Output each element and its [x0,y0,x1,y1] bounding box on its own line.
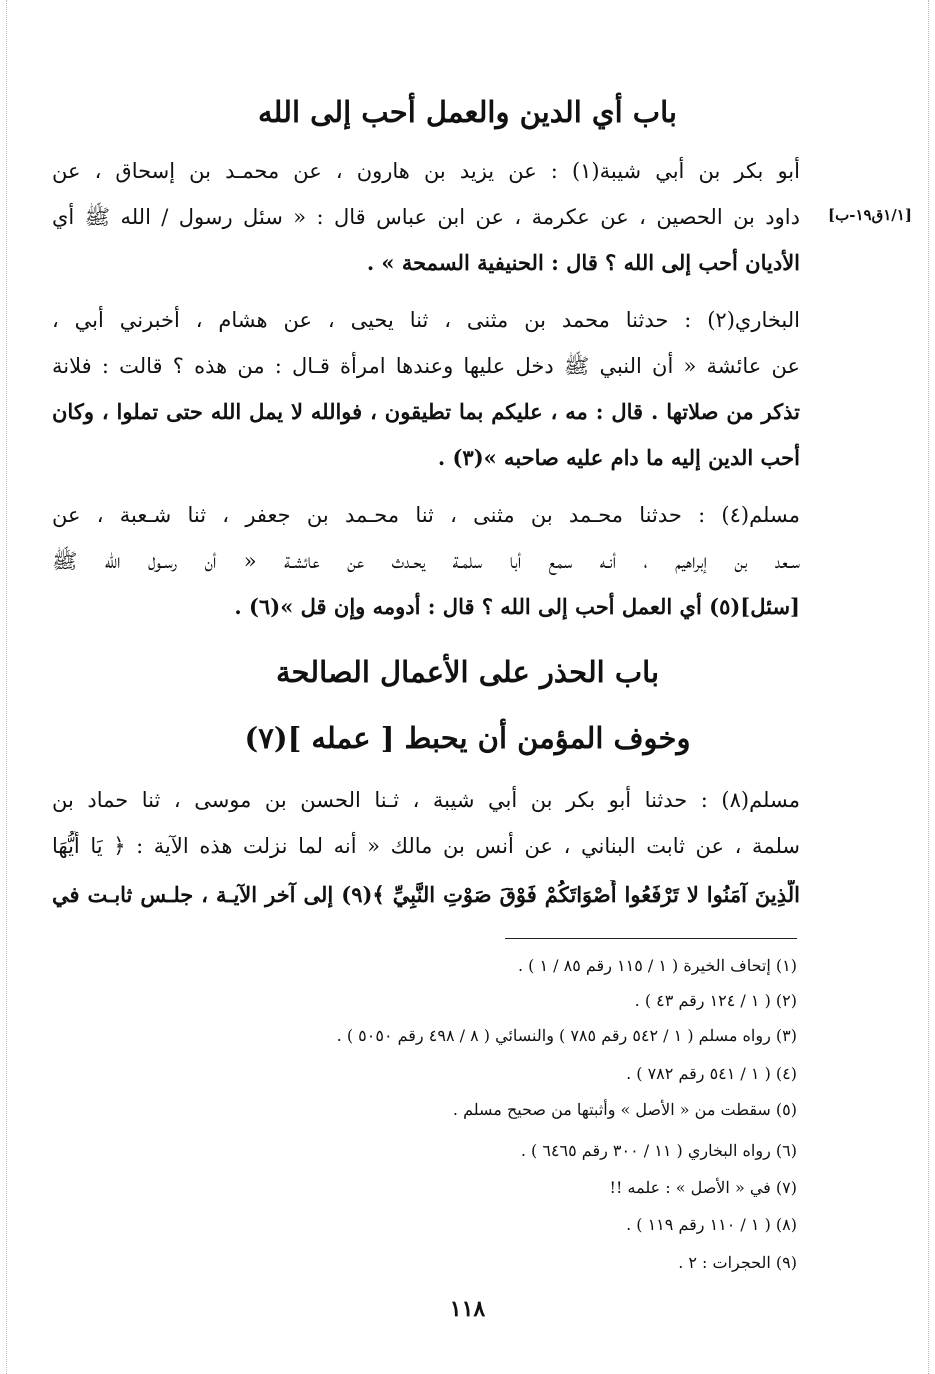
footnote-5: (٥) سقطت من « الأصل » وأثبتها من صحيح مسلم . [452,1100,797,1119]
para4-line1: مسلم(٨) : حدثنا أبو بكر بن أبي شيبة ، ثـنا الحسن بن موسى ، ثنا حماد بن [52,788,800,812]
footnote-7: (٧) في « الأصل » : علمه !! [609,1178,797,1197]
para3-line2: سـعد بن إبراهيم ، أنـه سمع أبا سلمـة يحـدث عن عائشـة « أن رسـول الله ﷺ [52,549,800,573]
para1-line3: الأديان أحب إلى الله ؟ قال : الحنيفية السمحة » . [366,250,800,275]
footnote-2: (٢) ( ١ / ١٢٤ رقم ٤٣ ) . [634,991,797,1010]
footnote-3: (٣) رواه مسلم ( ١ / ٥٤٢ رقم ٧٨٥ ) والنسائي ( ٨ / ٤٩٨ رقم ٥٠٥٠ ) . [336,1026,797,1045]
para2-line3: تذكر من صلاتها . قال : مه ، عليكم بما تطيقون ، فوالله لا يمل الله حتى تملوا ، وكان [52,399,800,424]
para2-line1: البخاري(٢) : حدثنا محمد بن مثنى ، ثنا يحيى ، عن هشام ، أخبرني أبي ، [52,308,800,332]
footnote-8: (٨) ( ١ / ١١٠ رقم ١١٩ ) . [626,1215,797,1234]
para3-line1: مسلم(٤) : حدثنا محـمد بن مثنى ، ثنا محـمد بن جعفر ، ثنا شـعبة ، عن [52,503,800,527]
scan-edge-right [928,0,929,1374]
para2-line2: عن عائشة « أن النبي ﷺ دخل عليها وعندها امرأة قـال : من هذه ؟ قالت : فلانة [52,354,800,378]
footnote-1: (١) إتحاف الخيرة ( ١ / ١١٥ رقم ٨٥ / ١ ) . [517,956,797,975]
footnote-4: (٤) ( ١ / ٥٤١ رقم ٧٨٢ ) . [626,1064,797,1083]
para1-line2: داود بن الحصين ، عن عكرمة ، عن ابن عباس قال : « سئل رسول / الله ﷺ أي [52,205,800,229]
page-number: ١١٨ [449,1296,486,1322]
footnote-6: (٦) رواه البخاري ( ١١ / ٣٠٠ رقم ٦٤٦٥ ) . [520,1141,797,1160]
manuscript-folio-note: [١/١ق١٩-ب] [828,206,912,224]
scan-edge-left [6,0,7,1374]
para3-line3: [سئل](٥) أي العمل أحب إلى الله ؟ قال : أدومه وإن قل »(٦) . [234,594,800,619]
para2-line4: أحب الدين إليه ما دام عليه صاحبه »(٣) . [437,445,800,470]
chapter-heading-2: باب الحذر على الأعمال الصالحة [275,655,660,689]
footnote-separator [505,938,797,939]
para4-line2: سلمة ، عن ثابت البناني ، عن أنس بن مالك « أنه لما نزلت هذه الآية : ﴿ يَا أَيُّهَا [52,834,800,858]
para4-line3: الَّذِينَ آمَنُوا لا تَرْفَعُوا أَصْوَاتَكُمْ فَوْقَ صَوْتِ النَّبِيِّ ﴾(٩) إلى آخر الآيـة ، جلـس ثابـت في [52,882,800,907]
para1-line1: أبو بكر بن أبي شيبة(١) : عن يزيد بن هارون ، عن محمـد بن إسحاق ، عن [52,159,800,183]
footnote-9: (٩) الحجرات : ٢ . [678,1253,797,1272]
chapter-heading-3: وخوف المؤمن أن يحبط [ عمله ](٧) [244,721,691,755]
chapter-heading-1: باب أي الدين والعمل أحب إلى الله [258,95,677,129]
